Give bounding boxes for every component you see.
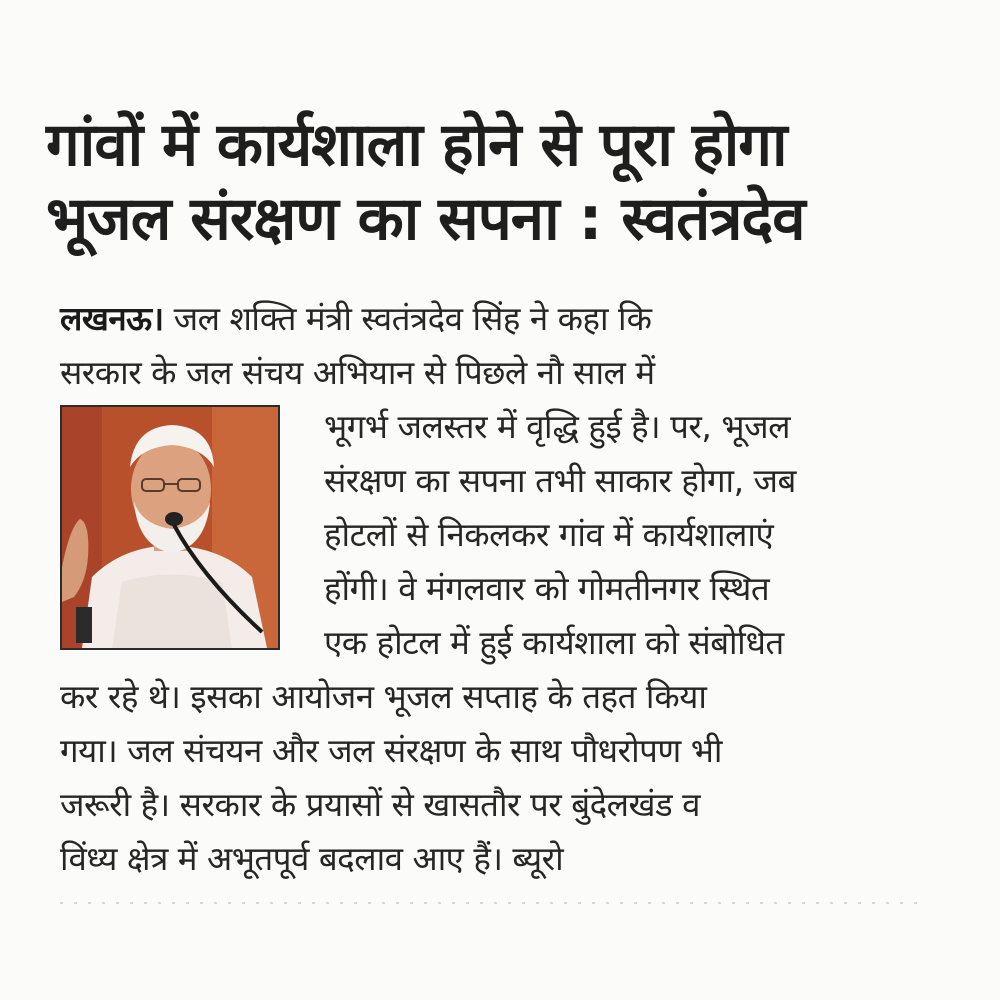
dateline: लखनऊ।: [60, 299, 164, 338]
article-line-1-text: जल शक्ति मंत्री स्वतंत्रदेव सिंह ने कहा कि: [163, 299, 652, 338]
speaker-portrait-illustration: [62, 407, 278, 648]
article-line-6: होंगी। वे मंगलवार को गोमतीनगर स्थित: [324, 569, 770, 608]
bottom-rule: [60, 902, 920, 904]
article-line-9: गया। जल संचयन और जल संरक्षण के साथ पौधरोपण भी: [60, 731, 722, 770]
article-line-10: जरूरी है। सरकार के प्रयासों से खासतौर पर बुंदेलखंड व: [60, 785, 700, 824]
article-line-11: विंध्य क्षेत्र में अभूतपूर्व बदलाव आए हैं। ब्यूरो: [60, 839, 564, 878]
article-line-3: भूगर्भ जलस्तर में वृद्धि हुई है। पर, भूजल: [324, 407, 790, 446]
headline-line-2: भूजल संरक्षण का सपना : स्वतंत्रदेव: [46, 184, 805, 254]
headline: [46, 108, 960, 256]
article-line-5: होटलों से निकलकर गांव में कार्यशालाएं: [324, 515, 774, 554]
article-line-2: सरकार के जल संचय अभियान से पिछले नौ साल में: [60, 353, 655, 392]
article-line-8: कर रहे थे। इसका आयोजन भूजल सप्ताह के तहत किया: [60, 677, 707, 716]
headline-line-1: गांवों में कार्यशाला होने से पूरा होगा: [46, 110, 787, 180]
article-line-1: [60, 292, 954, 346]
article-line-4: संरक्षण का सपना तभी साकार होगा, जब: [324, 461, 796, 500]
speaker-photo: [60, 405, 280, 650]
article-line-7: एक होटल में हुई कार्यशाला को संबोधित: [324, 623, 784, 662]
